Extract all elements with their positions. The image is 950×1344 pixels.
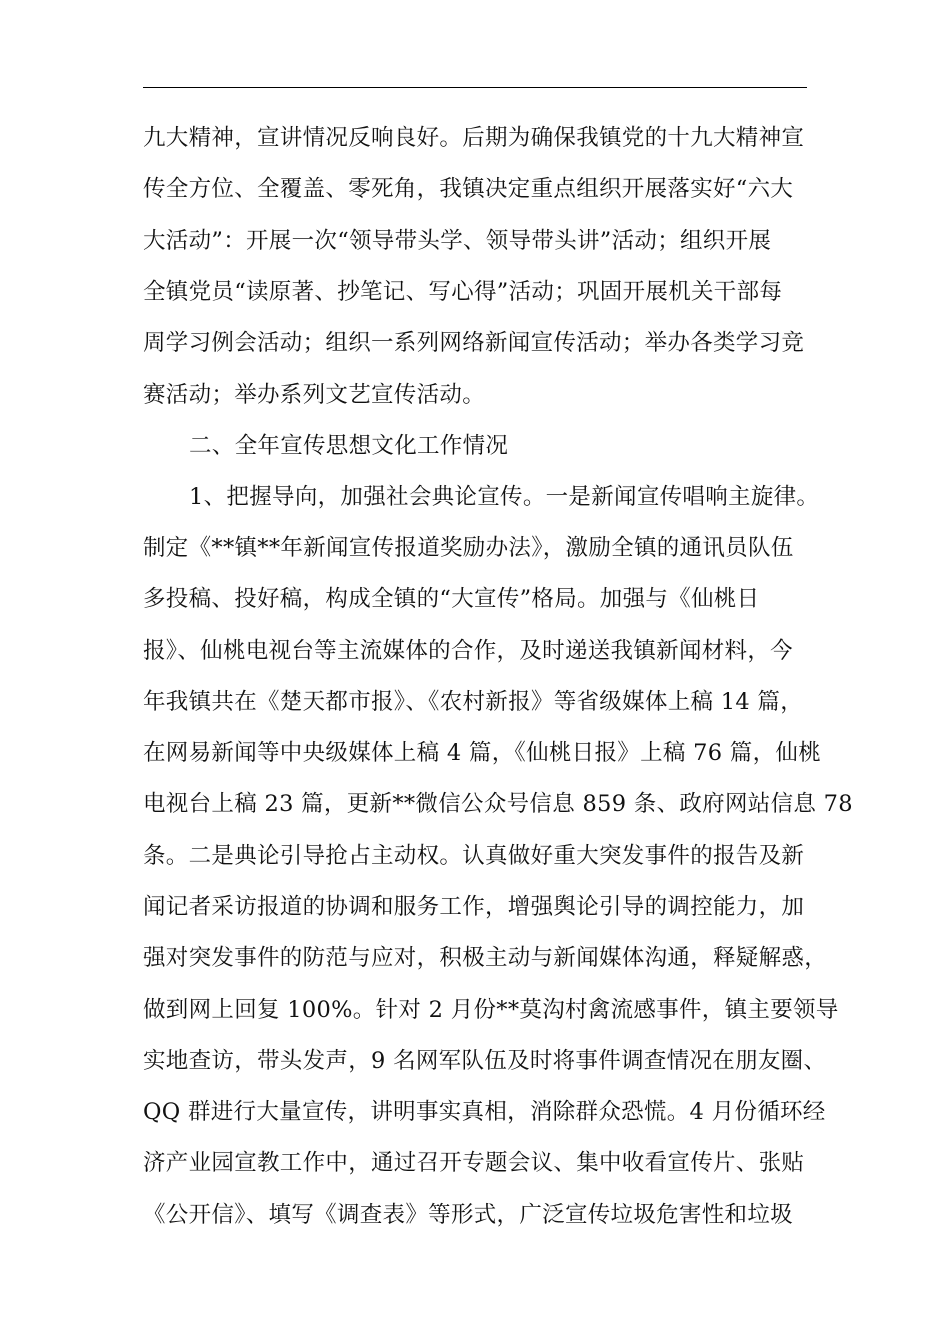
paragraph-line: 多投稿、投好稿，构成全镇的“大宣传”格局。加强与《仙桃日 [143, 586, 760, 612]
paragraph-line: 报》、仙桃电视台等主流媒体的合作，及时递送我镇新闻材料，今 [143, 638, 793, 664]
paragraph-line: 电视台上稿 23 篇，更新**微信公众号信息 859 条、政府网站信息 78 [143, 791, 853, 817]
paragraph-line: 制定《**镇**年新闻宣传报道奖励办法》，激励全镇的通讯员队伍 [143, 535, 794, 561]
section-heading: 二、全年宣传思想文化工作情况 [189, 433, 509, 459]
paragraph-line: 强对突发事件的防范与应对，积极主动与新闻媒体沟通，释疑解惑， [143, 945, 828, 971]
paragraph-line: 周学习例会活动；组织一系列网络新闻宣传活动；举办各类学习竞 [143, 330, 805, 356]
paragraph-line: 济产业园宣教工作中，通过召开专题会议、集中收看宣传片、张贴 [143, 1150, 805, 1176]
paragraph-line: 传全方位、全覆盖、零死角，我镇决定重点组织开展落实好“六大 [143, 176, 794, 202]
paragraph-line: 全镇党员“读原著、抄笔记、写心得”活动；巩固开展机关干部每 [143, 279, 783, 305]
paragraph-line: 九大精神，宣讲情况反响良好。后期为确保我镇党的十九大精神宣 [143, 125, 805, 151]
header-rule [143, 87, 807, 88]
paragraph-line: QQ 群进行大量宣传，讲明事实真相，消除群众恐慌。4 月份循环经 [143, 1099, 826, 1125]
paragraph-line: 年我镇共在《楚天都市报》、《农村新报》等省级媒体上稿 14 篇， [143, 689, 804, 715]
paragraph-line: 闻记者采访报道的协调和服务工作，增强舆论引导的调控能力，加 [143, 894, 805, 920]
paragraph-line: 做到网上回复 100%。针对 2 月份**莫沟村禽流感事件，镇主要领导 [143, 997, 839, 1023]
paragraph-line: 实地查访，带头发声，9 名网军队伍及时将事件调查情况在朋友圈、 [143, 1048, 827, 1074]
paragraph-line: 赛活动；举办系列文艺宣传活动。 [143, 382, 486, 408]
paragraph-line: 条。二是典论引导抢占主动权。认真做好重大突发事件的报告及新 [143, 843, 805, 869]
paragraph-line: 1、把握导向，加强社会典论宣传。一是新闻宣传唱响主旋律。 [189, 484, 820, 510]
paragraph-line: 大活动”：开展一次“领导带头学、领导带头讲”活动；组织开展 [143, 228, 772, 254]
paragraph-line: 《公开信》、填写《调查表》等形式，广泛宣传垃圾危害性和垃圾 [143, 1202, 793, 1228]
paragraph-line: 在网易新闻等中央级媒体上稿 4 篇，《仙桃日报》上稿 76 篇，仙桃 [143, 740, 822, 766]
